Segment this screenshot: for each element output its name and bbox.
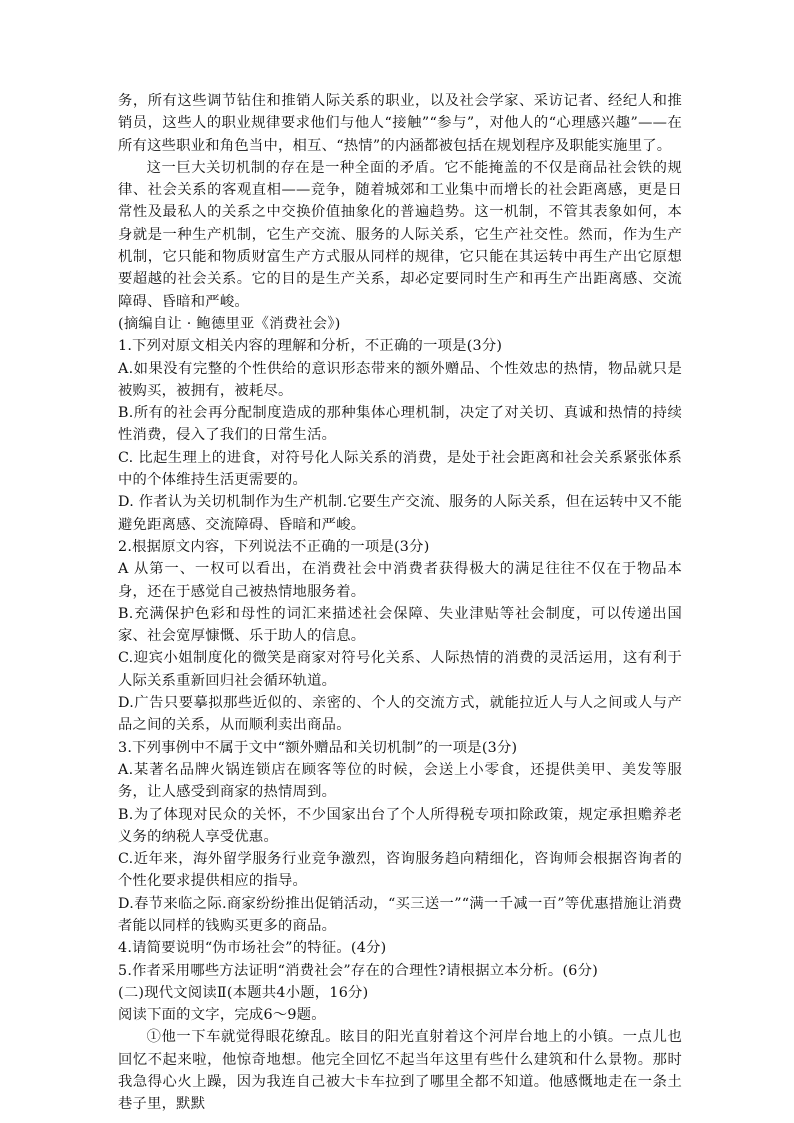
source-citation: (摘编自让 · 鲍德里亚《消费社会》): [118, 315, 341, 332]
question-3-option-b: B.为了体现对民众的关怀，不少国家出台了个人所得税专项扣除政策，规定承担赡养老义务的纳税人享受优惠。: [118, 806, 682, 845]
question-3-option-d: D.春节来临之际.商家纷纷推出促销活动，“买三送一”“满一千减一百”等优惠措施让消费者能以同样的钱购买更多的商品。: [118, 895, 682, 934]
question-2-option-a: A 从第一、一权可以看出，在消费社会中消费者获得极大的满足往往不仅在于物品本身，还在于感觉自己被热情地服务着。: [118, 561, 682, 600]
question-3: 3.下列事例中不属于文中“额外赠品和关切机制”的一项是(3分): [118, 739, 518, 756]
question-1-option-b: B.所有的社会再分配制度造成的那种集体心理机制，决定了对关切、真诚和热情的持续性消费，侵入了我们的日常生活。: [118, 405, 682, 444]
question-3-option-c: C.近年来，海外留学服务行业竞争激烈，咨询服务趋向精细化，咨询师会根据咨询者的个性化要求提供相应的指导。: [118, 851, 682, 890]
question-3-option-a: A.某著名品牌火锅连锁店在顾客等位的时候，会送上小零食，还提供美甲、美发等服务，让人感受到商家的热情周到。: [118, 761, 682, 801]
question-5: 5.作者采用哪些方法证明“消费社会”存在的合理性?请根据立本分析。(6分): [118, 962, 599, 979]
question-2-option-c: C.迎宾小姐制度化的微笑是商家对符号化关系、人际热情的消费的灵活运用，这有利于人际关系重新回归社会循环轨道。: [118, 650, 682, 689]
question-1-option-d: D. 作者认为关切机制作为生产机制.它要生产交流、服务的人际关系，但在运转中又不能避免距离感、交流障碍、昏暗和严峻。: [118, 494, 682, 533]
question-1-option-a: A.如果没有完整的个性供给的意识形态带来的额外赠品、个性效忠的热情，物品就只是被购买，被拥有，被耗尽。: [118, 360, 682, 399]
question-2: 2.根据原文内容，下列说法不正确的一项是(3分): [118, 538, 430, 555]
document-text: [118, 90, 682, 1116]
paragraph-continued: 务，所有这些调节钻住和推销人际关系的职业，以及社会学家、采访记者、经纪人和推销员，这些人的职业规律要求他们与他人“接触”“参与”，对他人的“心理感兴趣”——在所有这些职业和角色当中，相互、“热情”的内涵都被包括在规划程序及职能实施里了。: [118, 93, 682, 154]
question-2-option-b: B.充满保护色彩和母性的词汇来描述社会保障、失业津贴等社会制度，可以传递出国家、社会宽厚慷慨、乐于助人的信息。: [118, 605, 682, 645]
story-paragraph-1: ①他一下车就觉得眼花缭乱。眩目的阳光直射着这个河岸台地上的小镇。一点儿也回忆不起来啦，他惊奇地想。他完全回忆不起当年这里有些什么建筑和什么景物。那时我急得心火上躁，因为我连自己被大卡车拉到了哪里全都不知道。他感慨地走在一条土巷子里，默默: [118, 1029, 682, 1113]
reading-instruction: 阅读下面的文字，完成6～9题。: [118, 1007, 326, 1024]
question-1-option-c: C. 比起生理上的进食，对符号化人际关系的消费，是处于社会距离和社会关系紧张体系中的个体维持生活更需要的。: [118, 449, 682, 489]
paragraph-care-mechanism: 这一巨大关切机制的存在是一种全面的矛盾。它不能掩盖的不仅是商品社会铁的规律、社会关系的客观直相——竞争，随着城郊和工业集中而增长的社会距离感，更是日常性及最私人的关系之中交换价值抽象化的普遍趋势。这一机制，不管其表象如何，本身就是一种生产机制，它生产交流、服务的人际关系，它生产社交性。然而，作为生产机制，它只能和物质财富生产方式服从同样的规律，它只能在其运转中再生产出它原想要超越的社会关系。它的目的是生产关系，却必定要同时生产和再生产出距离感、交流障碍、昏暗和严峻。: [118, 159, 682, 310]
question-2-option-d: D.广告只要摹拟那些近似的、亲密的、个人的交流方式，就能拉近人与人之间或人与产品之间的关系，从而顺利卖出商品。: [118, 695, 682, 734]
section-heading-reading-2: (二)现代文阅读Ⅱ(本题共4小题，16分): [118, 984, 369, 1001]
question-4: 4.请简要说明“伪市场社会”的特征。(4分): [118, 940, 387, 957]
question-1: 1.下列对原文相关内容的理解和分析，不正确的一项是(3分): [118, 338, 503, 355]
